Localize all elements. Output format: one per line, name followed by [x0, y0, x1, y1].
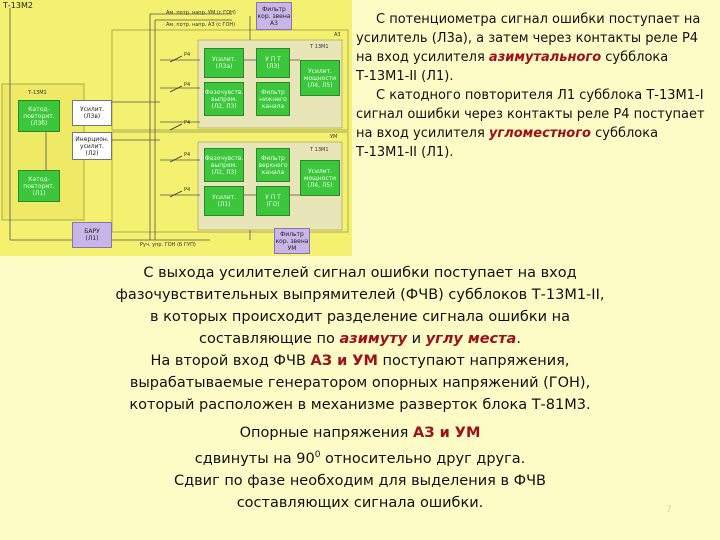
bottom-line-1: С выхода усилителей сигнал ошибки поступает на вход [143, 265, 577, 281]
power-amp-bottom-block: Усилит. мощности (Л4, Л5) [300, 160, 340, 196]
relay-label-4: Р4 [184, 152, 191, 158]
filter-upper-channel-block: Фильтр верхнего канала [256, 148, 290, 182]
filter-a3-block: Фильтр кор. звена А3 [256, 2, 292, 30]
bottom-line-10: Сдвиг по фазе необходим для выделения в ФЧВ [173, 472, 546, 489]
upt-bottom-block: У П Т (ГО) [256, 186, 290, 216]
elevation-word: углу места [425, 331, 517, 347]
azimuth-emphasis: азимутального [488, 50, 602, 65]
bottom-line-8: Опорные напряжения АЗ и УМ [239, 425, 481, 441]
bottom-text [0, 262, 720, 514]
bottom-line-5: На второй вход ФЧВ АЗ и УМ поступают напряжения, [150, 353, 570, 369]
filter-lower-channel-block: Фильтр нижнего канала [256, 82, 290, 116]
wire-note-top2: Ам. потр. напр. А3 (с ГОН) [166, 22, 236, 28]
cathode-follower-l1-block: Катод- повторит. (Л1) [18, 170, 60, 202]
bottom-line-3: в которых происходит разделение сигнала ошибки на [149, 309, 571, 325]
bottom-line-2: фазочувствительных выпрямителей (ФЧВ) субблоков Т-13М1-II, [115, 287, 605, 303]
relay-label-1: Р4 [184, 52, 191, 58]
upt-top-block: У П Т (Л3) [256, 48, 290, 78]
power-amp-top-block: Усилит. мощности (Л4, Л5) [300, 60, 340, 96]
bottom-line-7: который расположен в механизме разверток блока Т-81М3. [129, 397, 591, 413]
amp-bottom-1-block: Усилит. (Л1) [204, 186, 244, 216]
elevation-emphasis: угломестного [488, 126, 591, 141]
azimuth-word: азимуту [339, 331, 408, 347]
relay-label-2: Р4 [184, 82, 191, 88]
um-label: УМ [330, 134, 338, 140]
relay-label-5: Р4 [184, 187, 191, 193]
relay-label-3: Р4 [184, 120, 191, 126]
amp-l3v-block: Усилит. (Л3в) [72, 100, 112, 126]
phase-detector-top-block: Фазочувств. выпрям. (Л2, Л3) [204, 82, 244, 116]
block-diagram [0, 0, 352, 256]
right-paragraph-2: С катодного повторителя Л1 субблока Т-13М1-I сигнал ошибки через контакты реле Р4 поступает на вход усилителя угломестного субблока Т-13М1-II (Л1). [356, 88, 705, 160]
subunit-label-top: Т 13М1 [310, 44, 329, 50]
cathode-follower-l3b-block: Катод- повторит. (Л3б) [18, 100, 60, 132]
bottom-line-9: сдвинуты на $90^0$ относительно друг друга. [194, 450, 526, 467]
baru-block: БАРУ (Л1) [72, 222, 112, 248]
relay-contacts [170, 56, 182, 197]
right-paragraph-1: С потенциометра сигнал ошибки поступает на усилитель (Л3а), а затем через контакты реле Р4 на вход усилителя азимутального субблока Т-13М1-II (Л1). [356, 12, 701, 84]
subunit-label-bottom: Т 13М1 [310, 147, 329, 153]
bottom-line-4: составляющие по азимуту и углу места. [199, 331, 521, 347]
wire-note-top1: Ам. потр. напр. УМ (с ГОН) [166, 10, 236, 16]
diagram-title: Т-13М2 [3, 1, 33, 10]
amp-top-1-block: Усилит. (Л3а) [204, 48, 244, 78]
az-um-label-2: АЗ и УМ [413, 425, 481, 441]
inertial-amp-block: Инерцион. усилит. (Л2) [72, 132, 112, 160]
page-number: 7 [666, 505, 672, 515]
filter-um-block: Фильтр кор. звена УМ [274, 228, 310, 254]
right-text [356, 10, 712, 162]
bottom-line-6: вырабатываемые генератором опорных напряжений (ГОН), [129, 375, 591, 391]
phase-detector-bottom-block: Фазочувств. выпрям. (Л2, Л3) [204, 148, 244, 182]
bottom-line-11: составляющих сигнала ошибки. [236, 494, 484, 511]
a3-label: А3 [334, 32, 341, 38]
wire-note-bottom: Руч. упр. ГОН (Б ГУП) [140, 242, 196, 248]
subunit-label-left: Т-13М1 [28, 90, 47, 96]
az-um-label-1: АЗ и УМ [310, 353, 378, 369]
